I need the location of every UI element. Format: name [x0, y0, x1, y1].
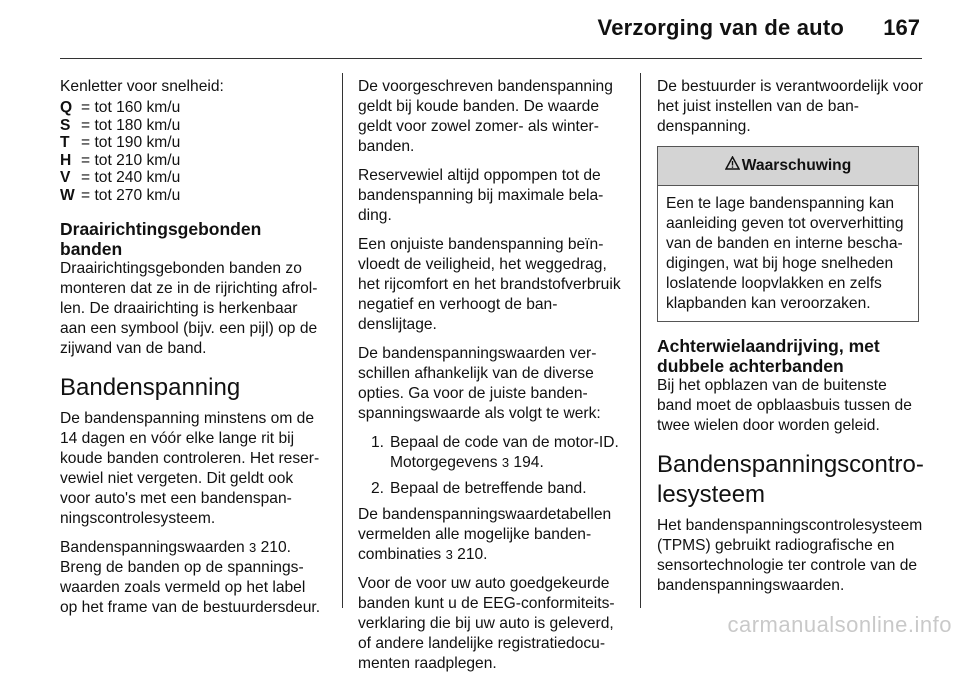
header-divider [60, 58, 922, 59]
speed-code-row [60, 169, 326, 187]
rwd-text: Bij het opblazen van de buitenste band moet de opblaasbuis tussen de twee wielen door worden geleid. [657, 377, 912, 434]
pressure-paragraph-3: Breng de banden op de spanningswaarden zoals vermeld op het label op het frame van de bestuurdersdeur. [60, 559, 321, 616]
warning-header [658, 147, 918, 186]
column-divider-1 [342, 73, 343, 608]
column-divider-2 [640, 73, 641, 608]
driver-responsibility-paragraph: De bestuurder is verantwoordelijk voor het juist instellen van de bandenspanning. [657, 78, 924, 135]
speed-value: = tot 210 km/u [81, 151, 181, 169]
tables-ref-page[interactable]: 210. [457, 546, 488, 563]
spare-wheel-paragraph: Reservewiel altijd oppompen tot de bandenspanning bij maximale belading. [358, 167, 604, 224]
step-text-body: Bepaal de betreffende band. [390, 480, 587, 497]
directional-text: Draairichtingsgebonden banden zo monteren dat ze in de rijrichting afrollen. De draairichting is herkenbaar aan een symbool (bijv. een pijl) op de zijwand van de band. [60, 260, 318, 357]
conformity-paragraph: Voor de voor uw auto goedgekeurde banden kunt u de EEG-conformiteitsverklaring die bij uw auto is geleverd, of andere landelijke registratiedocumenten raadplegen. [358, 575, 615, 672]
rwd-heading: Achterwielaandrijving, met dubbele achterbanden [657, 336, 880, 376]
step-item [358, 479, 626, 499]
speed-value: = tot 240 km/u [81, 169, 181, 186]
speed-code-row [60, 117, 326, 135]
directional-heading: Draairichtingsgebonden banden [60, 219, 262, 259]
speed-code-row [60, 134, 326, 152]
speed-code-row [60, 99, 326, 117]
step-text [390, 433, 626, 473]
tables-text: De bandenspanningswaardetabellen vermelden alle mogelijke bandencombinaties [358, 506, 612, 563]
warning-icon [725, 156, 740, 176]
step-text-body: Bepaal de code van de motor-ID. Motorgegevens [390, 434, 619, 471]
wrong-pressure-paragraph: Een onjuiste bandenspanning beïnvloedt de veiligheid, het weggedrag, het rijcomfort en het brandstofverbruik negatief en verhoogt de bandenslijtage. [358, 236, 621, 333]
speed-letter: S [60, 116, 71, 134]
speed-code-list [60, 99, 326, 204]
arrow-ref-icon[interactable]: 3 [249, 540, 257, 555]
speed-value: = tot 180 km/u [81, 116, 181, 134]
step-item [358, 433, 626, 473]
warning-triangle-icon [725, 156, 740, 170]
tpms-text: Het bandenspanningscontrolesysteem (TPMS) gebruikt radiografische en sensortechnologie ter controle van de bandenspanningswaarden. [657, 517, 923, 594]
tpms-heading: Bandenspanningscontrolesysteem [657, 451, 924, 508]
step-ref-page[interactable]: 194. [513, 454, 544, 471]
pressure-heading: Bandenspanning [60, 374, 241, 401]
speed-intro: Kenletter voor snelheid: [60, 78, 224, 95]
section-title: Verzorging van de auto [597, 15, 844, 40]
column-2 [358, 77, 626, 683]
speed-letter: T [60, 134, 70, 151]
pressure-values-paragraph: De bandenspanningswaarden verschillen afhankelijk van de diverse opties. Ga voor de juiste bandenspanningswaarde als volgt te werk: [358, 345, 601, 422]
step-number: 2. [370, 480, 384, 497]
arrow-ref-icon[interactable]: 3 [501, 455, 510, 470]
speed-value: = tot 270 km/u [81, 186, 181, 204]
pressure-ref-text: Bandenspanningswaarden [60, 539, 245, 556]
page-number: 167 [883, 15, 920, 40]
warning-box [657, 146, 919, 322]
column-3 [657, 77, 925, 605]
speed-value: = tot 160 km/u [81, 99, 181, 116]
pressure-paragraph-1: De bandenspanning minstens om de 14 dagen en vóór elke lange rit bij koude banden controleren. Het reservewiel niet vergeten. Dit geldt ook voor auto's met een bandenspanningscontrolesysteem. [60, 410, 320, 527]
arrow-ref-icon[interactable]: 3 [445, 547, 453, 562]
watermark: carmanualsonline.info [727, 612, 952, 637]
speed-letter: Q [60, 99, 73, 116]
cold-tyres-paragraph: De voorgeschreven bandenspanning geldt bij koude banden. De waarde geldt voor zowel zomer- als winterbanden. [358, 78, 613, 155]
speed-code-row [60, 152, 326, 170]
column-1 [60, 77, 326, 627]
warning-text: Een te lage bandenspanning kan aanleiding geven tot oververhitting van de banden en interne beschadigingen, wat bij hoge snelheden loslatende loopvlakken en zelfs klapbanden kan veroorzaken. [666, 195, 904, 312]
speed-letter: H [60, 151, 72, 169]
speed-value: = tot 190 km/u [81, 134, 181, 151]
warning-title: Waarschuwing [741, 157, 852, 174]
step-number: 1. [370, 434, 384, 451]
speed-letter: V [60, 169, 71, 186]
tables-paragraph [358, 505, 626, 565]
speed-code-row [60, 187, 326, 205]
pressure-ref-page[interactable]: 210. [260, 539, 291, 556]
steps-list [358, 433, 626, 499]
page-header [0, 0, 960, 62]
pressure-paragraph-2 [60, 538, 326, 558]
speed-letter: W [60, 186, 75, 204]
